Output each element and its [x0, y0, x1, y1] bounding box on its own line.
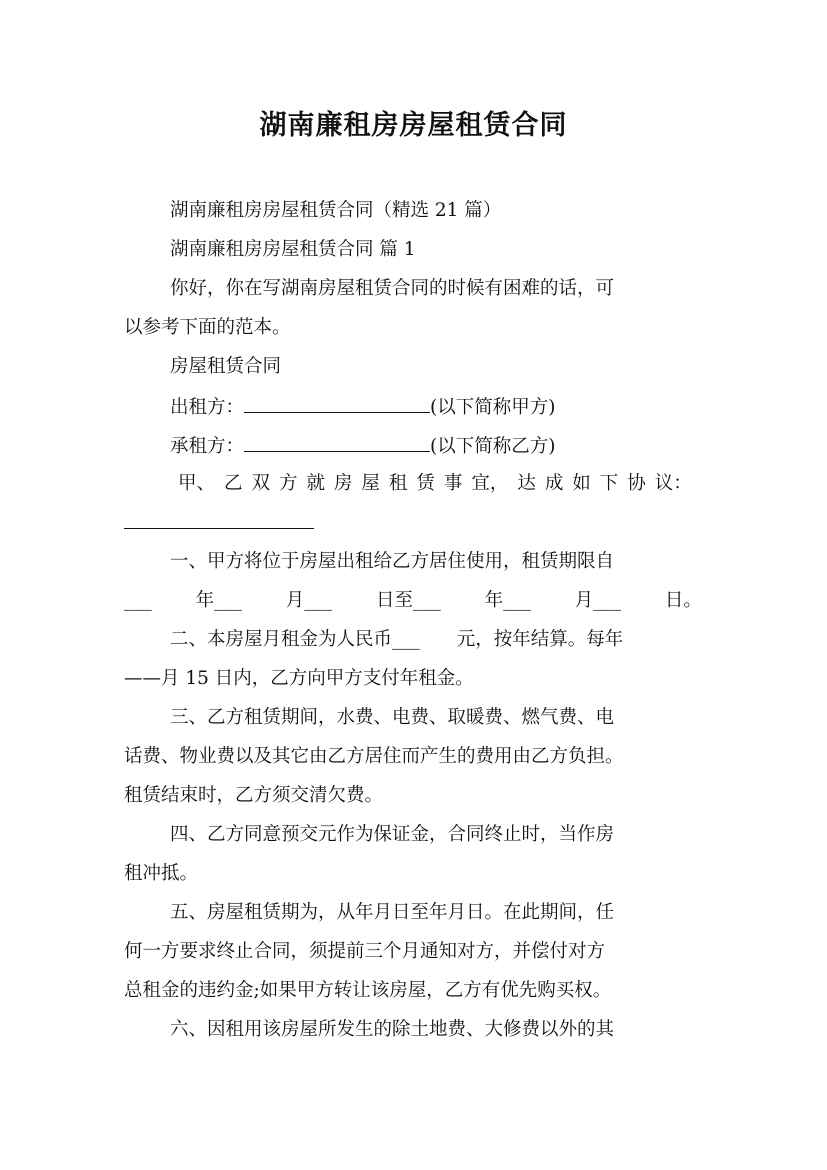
clause-5-line-2: 何一方要求终止合同，须提前三个月通知对方，并偿付对方 — [124, 941, 606, 962]
clause-1-date-part: 月___ — [574, 590, 622, 611]
clause-1-date-part: 日。 — [664, 590, 702, 611]
contract-name: 房屋租赁合同 — [170, 356, 282, 377]
clause-1-date-part: 日至___ — [375, 590, 441, 611]
agreement-char: 如 — [572, 473, 591, 494]
lessor-label: 出租方： — [170, 397, 245, 418]
agreement-char: 就 — [306, 473, 325, 494]
clause-4-line-1: 四、乙方同意预交元作为保证金，合同终止时，当作房 — [170, 824, 615, 845]
agreement-char: 赁 — [416, 473, 435, 494]
agreement-char: 议： — [654, 473, 692, 494]
clause-5-line-3: 总租金的违约金;如果甲方转让该房屋，乙方有优先购买权。 — [124, 980, 612, 1001]
agreement-char: 乙 — [223, 473, 243, 494]
clause-2-line-2: ——月 15 日内，乙方向甲方支付年租金。 — [124, 668, 474, 689]
agreement-char: 下 — [599, 473, 619, 494]
agreement-char: 甲、 — [178, 473, 216, 494]
lessee-line — [170, 433, 555, 459]
agreement-char: 房 — [333, 473, 353, 494]
lessor-line — [170, 394, 555, 420]
clause-3-line-2: 话费、物业费以及其它由乙方居住而产生的费用由乙方负担。 — [124, 746, 624, 767]
clause-5-line-1: 五、房屋租赁期为，从年月日至年月日。在此期间，任 — [170, 902, 615, 923]
lessee-label: 承租方： — [170, 436, 245, 457]
agreement-char: 达 — [517, 473, 536, 494]
clause-3-line-1: 三、乙方租赁期间，水费、电费、取暖费、燃气费、电 — [170, 707, 615, 728]
lessor-blank — [244, 394, 430, 413]
intro-line-1: 你好，你在写湖南房屋租赁合同的时候有困难的话，可 — [170, 278, 615, 299]
lessee-blank — [244, 433, 430, 452]
clause-2-line-1: 二、本房屋月租金为人民币___ 元，按年结算。每年 — [170, 629, 624, 650]
clause-1-date-part: 年___ — [195, 590, 242, 611]
agreement-char: 方 — [278, 473, 298, 494]
clause-4-line-2: 租冲抵。 — [124, 863, 199, 884]
lessee-suffix: (以下简称乙方) — [430, 436, 556, 457]
clause-1-date-part: 年___ — [484, 590, 531, 611]
clause-1-date-part: ___ — [124, 590, 152, 611]
clause-1-line-1: 一、甲方将位于房屋出租给乙方居住使用，租赁期限自 — [170, 551, 615, 572]
agreement-char: 事 — [443, 473, 463, 494]
clause-6-line-1: 六、因租用该房屋所发生的除土地费、大修费以外的其 — [170, 1019, 615, 1040]
agreement-blank-rule — [124, 528, 314, 529]
document-title: 湖南廉租房房屋租赁合同 — [259, 110, 568, 141]
agreement-char: 双 — [251, 473, 270, 494]
agreement-char: 宜， — [471, 473, 509, 494]
clause-1-line-2 — [124, 589, 702, 613]
clause-3-line-3: 租赁结束时，乙方须交清欠费。 — [124, 785, 384, 806]
clause-1-date-part: 月___ — [285, 590, 333, 611]
part-heading: 湖南廉租房房屋租赁合同 篇 1 — [170, 239, 416, 260]
intro-line-2: 以参考下面的范本。 — [124, 317, 291, 338]
agreement-line — [178, 472, 692, 496]
agreement-char: 租 — [388, 473, 408, 494]
agreement-char: 成 — [544, 473, 564, 494]
agreement-char: 协 — [627, 473, 646, 494]
subtitle-line: 湖南廉租房房屋租赁合同（精选 21 篇） — [170, 200, 502, 221]
agreement-char: 屋 — [361, 473, 380, 494]
lessor-suffix: (以下简称甲方) — [430, 397, 556, 418]
